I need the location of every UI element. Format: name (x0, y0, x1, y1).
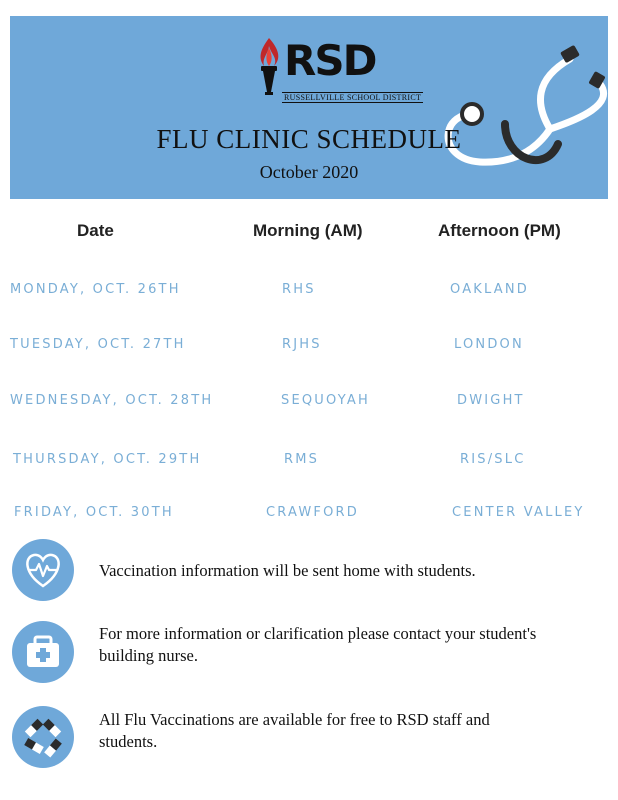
page-title: FLU CLINIC SCHEDULE (156, 124, 462, 154)
medical-kit-icon (12, 621, 74, 683)
header-banner (10, 16, 608, 199)
info-text-contact: For more information or clarification please contact your student's building nurse. (99, 624, 537, 665)
schedule-morning: RHS (282, 282, 316, 297)
column-header-date: Date (77, 221, 114, 240)
schedule-date: TUESDAY, OCT. 27TH (10, 337, 186, 352)
schedule-morning: CRAWFORD (266, 505, 359, 520)
schedule-date: THURSDAY, OCT. 29TH (13, 452, 202, 467)
heart-pulse-icon (12, 539, 74, 601)
schedule-date: FRIDAY, OCT. 30TH (14, 505, 174, 520)
torch-icon (256, 36, 282, 96)
schedule-afternoon: RIS/SLC (460, 452, 526, 467)
schedule-date: WEDNESDAY, OCT. 28TH (10, 393, 214, 408)
logo-subtitle: RUSSELLVILLE SCHOOL DISTRICT (284, 93, 422, 102)
rsd-logo (256, 36, 422, 118)
schedule-afternoon: OAKLAND (450, 282, 529, 297)
schedule-afternoon: CENTER VALLEY (452, 505, 585, 520)
schedule-morning: RJHS (282, 337, 322, 352)
info-text-free: All Flu Vaccinations are available for free to RSD staff and students. (99, 710, 490, 751)
schedule-date: MONDAY, OCT. 26TH (10, 282, 181, 297)
schedule-afternoon: LONDON (454, 337, 524, 352)
schedule-morning: RMS (284, 452, 320, 467)
info-text-vaccination: Vaccination information will be sent home with students. (99, 561, 476, 580)
schedule-morning: SEQUOYAH (281, 393, 370, 408)
schedule-afternoon: DWIGHT (457, 393, 525, 408)
column-header-morning: Morning (AM) (253, 221, 363, 240)
pills-icon (12, 706, 74, 768)
column-header-afternoon: Afternoon (PM) (438, 221, 561, 240)
logo-text: RSD (284, 36, 376, 85)
page-subtitle: October 2020 (259, 162, 359, 182)
